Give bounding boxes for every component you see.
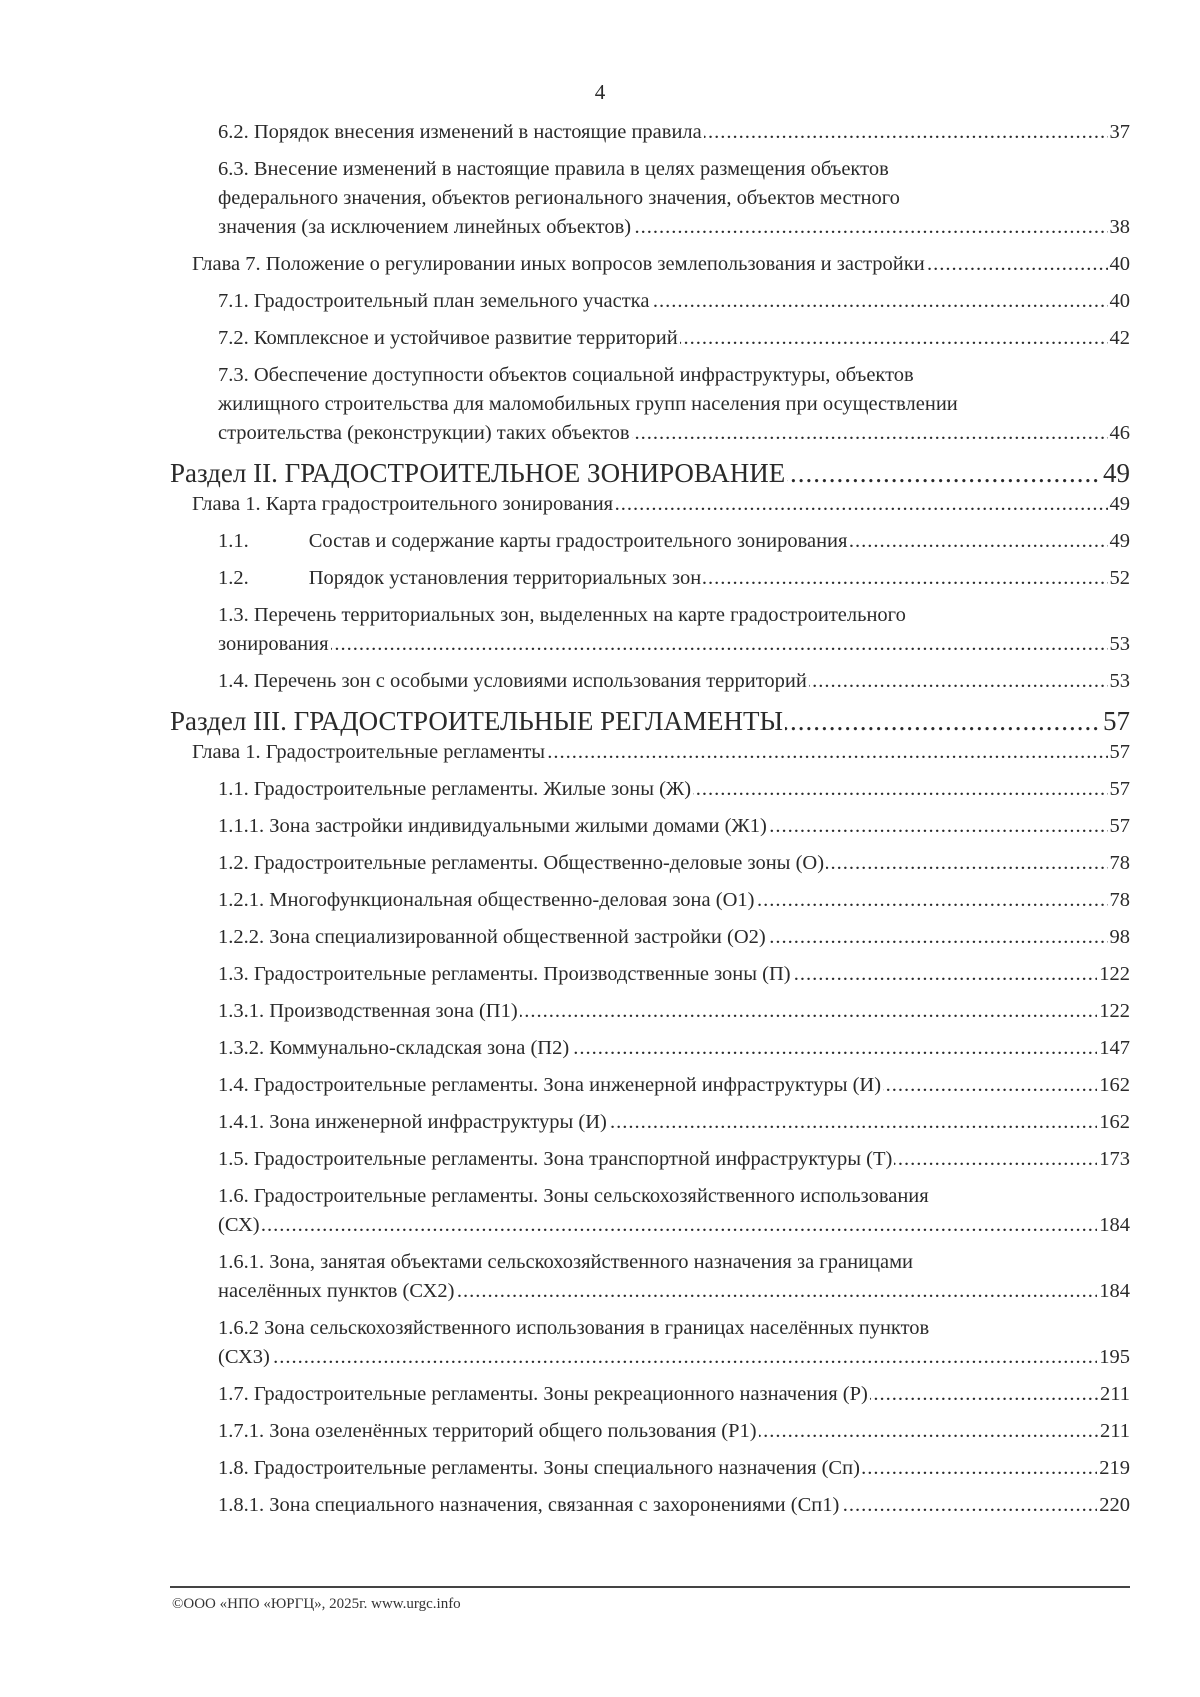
toc-entry-1-6-2[interactable] bbox=[170, 1314, 1130, 1372]
toc-entry-title: 6.2. Порядок внесения изменений в настоящие правила bbox=[218, 121, 702, 143]
table-of-contents bbox=[170, 118, 1130, 1528]
toc-entry-line: 1.3. Перечень территориальных зон, выделенных на карте градостроительного bbox=[218, 604, 906, 626]
toc-entry-1-7[interactable] bbox=[170, 1380, 1130, 1409]
toc-entry-title: (СХ) bbox=[218, 1214, 260, 1236]
toc-entry-title: строительства (реконструкции) таких объектов bbox=[218, 422, 630, 444]
toc-page-number: 184 bbox=[1097, 1211, 1130, 1240]
toc-entry-1-1[interactable] bbox=[170, 527, 1130, 556]
toc-page-number: 40 bbox=[1108, 287, 1131, 316]
toc-entry-7-3[interactable] bbox=[170, 361, 1130, 448]
toc-entry-title: (СХ3) bbox=[218, 1346, 270, 1368]
toc-page-number: 57 bbox=[1108, 812, 1131, 841]
toc-entry-chapter-7[interactable] bbox=[170, 250, 1130, 279]
toc-page-number: 37 bbox=[1108, 118, 1131, 147]
toc-entry-line: федерального значения, объектов регионального значения, объектов местного bbox=[218, 187, 900, 209]
toc-entry-1-3-p[interactable] bbox=[170, 960, 1130, 989]
toc-page-number: 46 bbox=[1108, 419, 1131, 448]
toc-entry-title: 1.4. Перечень зон с особыми условиями использования территорий bbox=[218, 670, 807, 692]
toc-entry-line: 1.6.2 Зона сельскохозяйственного использования в границах населённых пунктов bbox=[218, 1317, 930, 1339]
toc-entry-title: 1.8. Градостроительные регламенты. Зоны специального назначения (Сп) bbox=[218, 1457, 860, 1479]
toc-page-number: 219 bbox=[1097, 1454, 1130, 1483]
toc-page-number: 78 bbox=[1108, 849, 1131, 878]
toc-entry-1-5[interactable] bbox=[170, 1145, 1130, 1174]
toc-entry-number: 1.1. bbox=[218, 530, 249, 552]
toc-entry-1-2[interactable] bbox=[170, 564, 1130, 593]
toc-entry-1-8-1[interactable] bbox=[170, 1491, 1130, 1520]
toc-page-number: 57 bbox=[1108, 738, 1131, 767]
toc-entry-1-4[interactable] bbox=[170, 667, 1130, 696]
toc-entry-title: 1.3. Градостроительные регламенты. Производственные зоны (П) bbox=[218, 963, 791, 985]
toc-entry-1-8[interactable] bbox=[170, 1454, 1130, 1483]
toc-entry-1-1-1[interactable] bbox=[170, 812, 1130, 841]
toc-entry-line: 1.6. Градостроительные регламенты. Зоны сельскохозяйственного использования bbox=[218, 1185, 929, 1207]
toc-entry-number: 1.2. bbox=[218, 567, 249, 589]
toc-page-number: 57 bbox=[1108, 775, 1131, 804]
toc-entry-1-1-zh[interactable] bbox=[170, 775, 1130, 804]
toc-page-number: 78 bbox=[1108, 886, 1131, 915]
toc-entry-1-6-1[interactable] bbox=[170, 1248, 1130, 1306]
toc-page-number: 220 bbox=[1097, 1491, 1130, 1520]
toc-entry-title: 1.1. Градостроительные регламенты. Жилые зоны (Ж) bbox=[218, 778, 692, 800]
toc-entry-title: Порядок установления территориальных зон bbox=[308, 567, 702, 589]
toc-entry-title: Состав и содержание карты градостроительного зонирования bbox=[308, 530, 848, 552]
toc-page-number: 53 bbox=[1108, 630, 1131, 659]
toc-entry-1-3-1[interactable] bbox=[170, 997, 1130, 1026]
toc-entry-1-6[interactable] bbox=[170, 1182, 1130, 1240]
toc-page-number: 42 bbox=[1108, 324, 1131, 353]
toc-entry-7-1[interactable] bbox=[170, 287, 1130, 316]
toc-page-number: 173 bbox=[1097, 1145, 1130, 1174]
toc-entry-title: 7.2. Комплексное и устойчивое развитие территорий bbox=[218, 327, 678, 349]
toc-page-number: 122 bbox=[1097, 960, 1130, 989]
toc-page-number: 211 bbox=[1098, 1417, 1130, 1446]
page-number: 4 bbox=[594, 80, 606, 104]
toc-entry-1-4-i[interactable] bbox=[170, 1071, 1130, 1100]
toc-entry-title: 1.8.1. Зона специального назначения, связанная с захоронениями (Сп1) bbox=[218, 1494, 840, 1516]
toc-entry-title: населённых пунктов (СХ2) bbox=[218, 1280, 455, 1302]
toc-entry-1-3[interactable] bbox=[170, 601, 1130, 659]
toc-page-number: 49 bbox=[1108, 527, 1131, 556]
toc-page-number: 49 bbox=[1103, 458, 1130, 488]
toc-page-number: 211 bbox=[1098, 1380, 1130, 1409]
toc-page-number: 57 bbox=[1103, 706, 1130, 736]
toc-page-number: 40 bbox=[1108, 250, 1131, 279]
toc-entry-title: 1.2.2. Зона специализированной общественной застройки (О2) bbox=[218, 926, 766, 948]
toc-entry-title: 1.1.1. Зона застройки индивидуальными жилыми домами (Ж1) bbox=[218, 815, 767, 837]
toc-entry-title: Глава 1. Карта градостроительного зонирования bbox=[192, 493, 614, 515]
toc-entry-1-4-1[interactable] bbox=[170, 1108, 1130, 1137]
toc-entry-1-2-1[interactable] bbox=[170, 886, 1130, 915]
footer-divider bbox=[170, 1586, 1130, 1588]
footer-copyright: ©ООО «НПО «ЮРГЦ», 2025г. www.urgc.info bbox=[172, 1596, 461, 1612]
toc-entry-chapter-1-reglaments[interactable] bbox=[170, 738, 1130, 767]
toc-entry-title: Раздел III. ГРАДОСТРОИТЕЛЬНЫЕ РЕГЛАМЕНТЫ bbox=[170, 706, 784, 736]
toc-entry-section-2[interactable] bbox=[170, 456, 1130, 490]
toc-entry-line: жилищного строительства для маломобильных групп населения при осуществлении bbox=[218, 393, 958, 415]
toc-page-number: 147 bbox=[1097, 1034, 1130, 1063]
toc-entry-6-3[interactable] bbox=[170, 155, 1130, 242]
toc-page-number: 98 bbox=[1108, 923, 1131, 952]
toc-entry-1-2-o[interactable] bbox=[170, 849, 1130, 878]
toc-entry-title: 1.7. Градостроительные регламенты. Зоны рекреационного назначения (Р) bbox=[218, 1383, 868, 1405]
toc-page-number: 52 bbox=[1108, 564, 1131, 593]
toc-entry-7-2[interactable] bbox=[170, 324, 1130, 353]
toc-entry-title: Глава 7. Положение о регулировании иных вопросов землепользования и застройки bbox=[192, 253, 925, 275]
toc-entry-line: 7.3. Обеспечение доступности объектов социальной инфраструктуры, объектов bbox=[218, 364, 914, 386]
toc-entry-section-3[interactable] bbox=[170, 704, 1130, 738]
toc-entry-chapter-1[interactable] bbox=[170, 490, 1130, 519]
toc-entry-line: 6.3. Внесение изменений в настоящие правила в целях размещения объектов bbox=[218, 158, 889, 180]
toc-entry-1-7-1[interactable] bbox=[170, 1417, 1130, 1446]
toc-entry-title: значения (за исключением линейных объектов) bbox=[218, 216, 632, 238]
toc-entry-title: Раздел II. ГРАДОСТРОИТЕЛЬНОЕ ЗОНИРОВАНИЕ bbox=[170, 458, 786, 488]
toc-page-number: 49 bbox=[1108, 490, 1131, 519]
toc-entry-title: 1.2. Градостроительные регламенты. Общественно-деловые зоны (О) bbox=[218, 852, 825, 874]
toc-entry-1-3-2[interactable] bbox=[170, 1034, 1130, 1063]
toc-page-number: 184 bbox=[1097, 1277, 1130, 1306]
toc-entry-title: 7.1. Градостроительный план земельного участка bbox=[218, 290, 650, 312]
toc-entry-title: 1.4.1. Зона инженерной инфраструктуры (И) bbox=[218, 1111, 607, 1133]
toc-entry-title: 1.3.2. Коммунально-складская зона (П2) bbox=[218, 1037, 570, 1059]
toc-entry-1-2-2[interactable] bbox=[170, 923, 1130, 952]
toc-page-number: 195 bbox=[1097, 1343, 1130, 1372]
toc-entry-title: 1.3.1. Производственная зона (П1) bbox=[218, 1000, 518, 1022]
toc-page-number: 122 bbox=[1097, 997, 1130, 1026]
toc-page-number: 162 bbox=[1097, 1071, 1130, 1100]
toc-entry-title: 1.4. Градостроительные регламенты. Зона инженерной инфраструктуры (И) bbox=[218, 1074, 882, 1096]
toc-page-number: 38 bbox=[1108, 213, 1131, 242]
toc-page-number: 53 bbox=[1108, 667, 1131, 696]
toc-entry-title: зонирования bbox=[218, 633, 329, 655]
toc-entry-line: 1.6.1. Зона, занятая объектами сельскохозяйственного назначения за границами bbox=[218, 1251, 914, 1273]
toc-entry-6-2[interactable] bbox=[170, 118, 1130, 147]
toc-entry-title: 1.2.1. Многофункциональная общественно-деловая зона (О1) bbox=[218, 889, 755, 911]
toc-entry-title: Глава 1. Градостроительные регламенты bbox=[192, 741, 546, 763]
toc-entry-title: 1.7.1. Зона озеленённых территорий общего пользования (Р1) bbox=[218, 1420, 757, 1442]
toc-entry-title: 1.5. Градостроительные регламенты. Зона транспортной инфраструктуры (Т) bbox=[218, 1148, 893, 1170]
toc-page-number: 162 bbox=[1097, 1108, 1130, 1137]
